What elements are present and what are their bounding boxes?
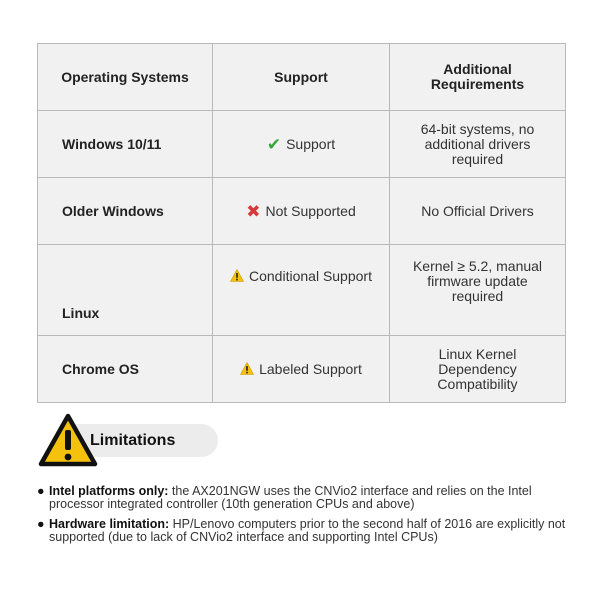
bullet-icon: ● (37, 517, 45, 531)
requirements-cell (390, 245, 566, 336)
warning-icon (230, 269, 244, 282)
support-cell (213, 245, 390, 336)
requirements-line: Kernel ≥ 5.2, manual (412, 258, 543, 274)
requirements-line: firmware update (427, 273, 528, 289)
cross-icon: ✖ (246, 201, 261, 221)
header-requirements-line2: Requirements (430, 76, 525, 92)
support-cell (213, 178, 390, 245)
note-lead: Intel platforms only: (49, 484, 169, 498)
bullet-icon: ● (37, 484, 45, 498)
requirements-line: additional drivers (424, 135, 531, 152)
warning-icon (240, 362, 254, 375)
note-lead: Hardware limitation: (49, 517, 170, 531)
table-row (38, 245, 566, 336)
requirements-cell (390, 178, 566, 245)
requirements-cell (390, 336, 566, 403)
table-row (38, 336, 566, 403)
list-item (37, 518, 567, 544)
header-requirements-line1: Additional (443, 61, 512, 77)
requirements-line: Linux Kernel (438, 345, 517, 362)
requirements-line: required (451, 150, 504, 167)
support-label: Not Supported (265, 202, 356, 219)
check-icon: ✔ (266, 134, 282, 154)
support-label: Labeled Support (259, 360, 362, 377)
compatibility-table (37, 43, 566, 403)
note-text: the AX201NGW uses the CNVio2 interface and relies on the Intel processor integrated controller (10th generation CPUs and above) (49, 484, 532, 511)
requirements-line: 64-bit systems, no (420, 120, 535, 137)
requirements-line: Compatibility (437, 375, 518, 392)
note-text: HP/Lenovo computers prior to the second half of 2016 are explicitly not supported (due to lack of CNVio2 interface and supporting Intel CPUs) (49, 517, 566, 544)
compatibility-table-container (37, 43, 565, 403)
warning-icon (38, 412, 98, 468)
header-support: Support (213, 44, 390, 111)
os-cell: Older Windows (38, 178, 213, 245)
table-row (38, 178, 566, 245)
requirements-line: No Official Drivers (421, 202, 534, 219)
support-label: Conditional Support (249, 268, 372, 284)
table-row (38, 111, 566, 178)
header-operating-systems: Operating Systems (38, 44, 213, 111)
support-cell (213, 111, 390, 178)
header-additional-requirements (390, 44, 566, 111)
list-item (37, 485, 567, 511)
limitations-title: Limitations (90, 432, 176, 449)
support-label: Support (286, 135, 336, 152)
support-cell (213, 336, 390, 403)
requirements-cell (390, 111, 566, 178)
limitations-notes (37, 485, 567, 551)
requirements-line: required (451, 288, 504, 304)
requirements-line: Dependency (438, 360, 517, 377)
os-cell: Chrome OS (38, 336, 213, 403)
os-cell: Windows 10/11 (38, 111, 213, 178)
limitations-header (38, 412, 198, 470)
table-header-row (38, 44, 566, 111)
os-cell: Linux (38, 245, 213, 336)
